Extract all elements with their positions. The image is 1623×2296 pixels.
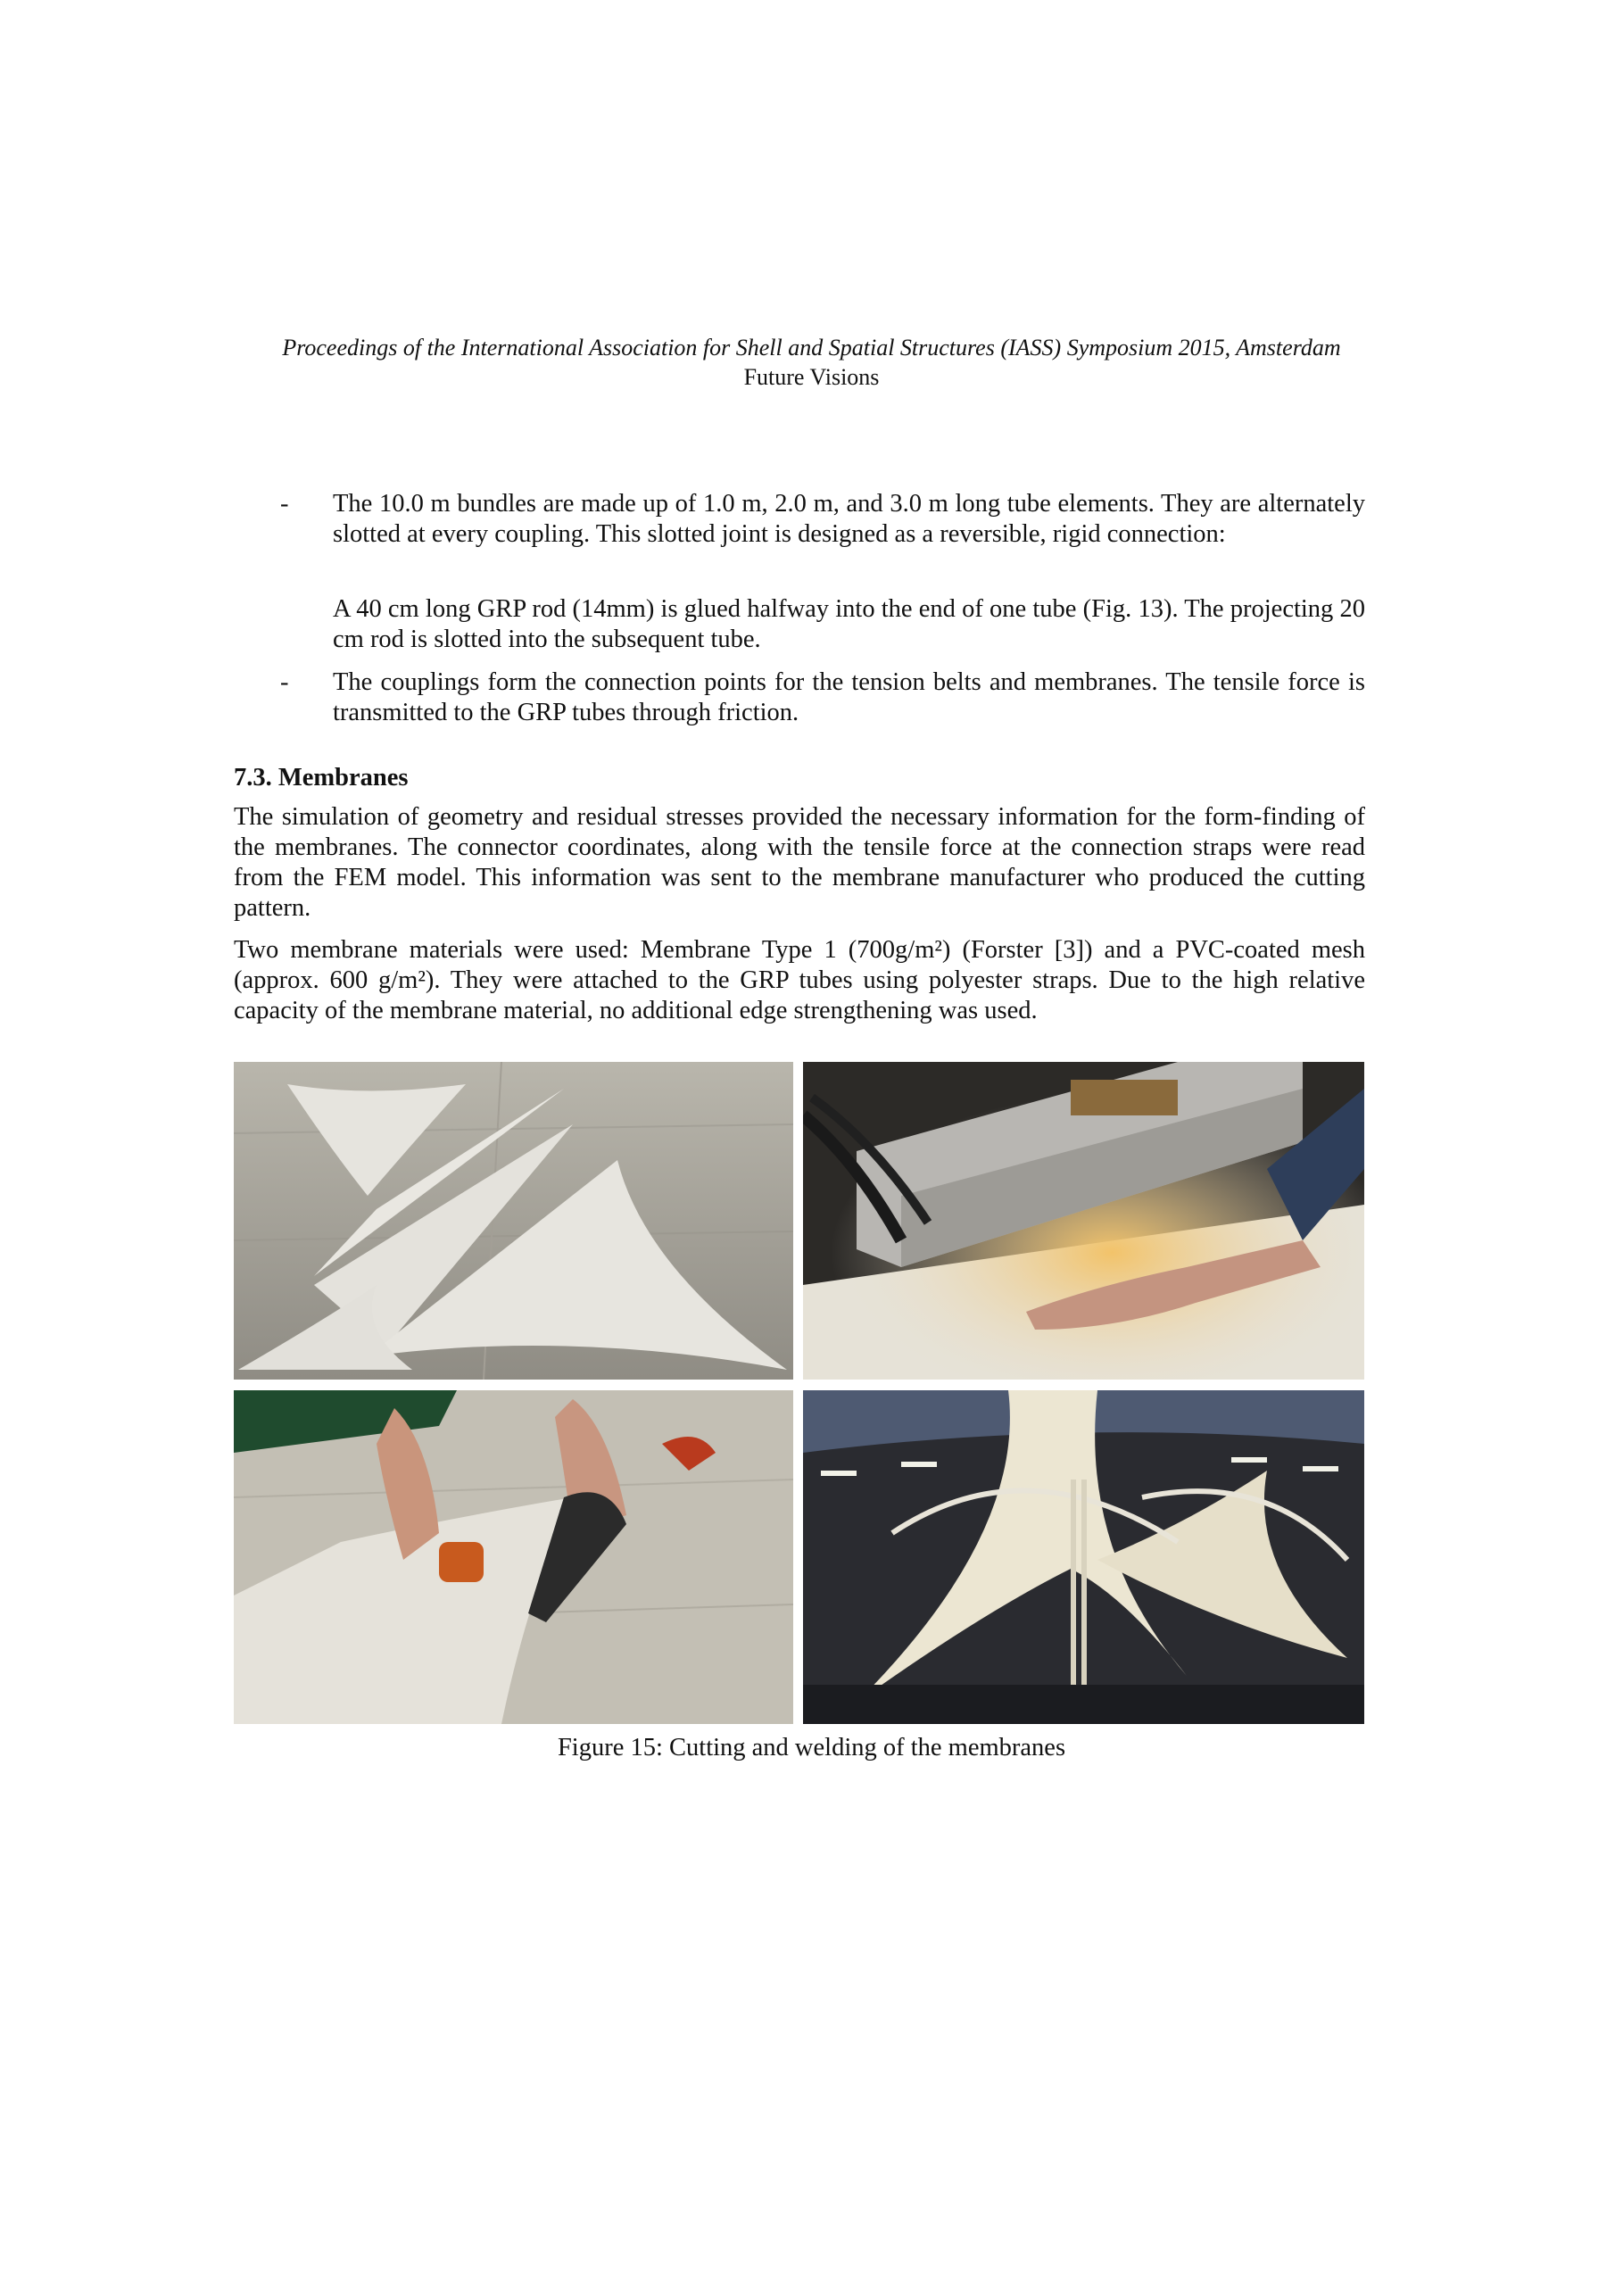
figure-caption: Figure 15: Cutting and welding of the membranes — [557, 1734, 1066, 1761]
bullet-continuation-text: A 40 cm long GRP rod (14mm) is glued halfway into the end of one tube (Fig. 13). The projecting 20 cm rod is slotted into the subsequent tube. — [333, 595, 1365, 653]
photo-tensile-structure — [803, 1390, 1364, 1724]
bullet-text: The 10.0 m bundles are made up of 1.0 m, 2.0 m, and 3.0 m long tube elements. They are alternately slotted at every coupling. This slotted joint is designed as a reversible, rigid connection: — [333, 490, 1365, 548]
header-proceedings: Proceedings of the International Association for Shell and Spatial Structures (IASS) Symposium 2015, Amsterdam — [282, 335, 1341, 361]
bullet-text: The couplings form the connection points for the tension belts and membranes. The tensile force is transmitted to the GRP tubes through friction. — [333, 668, 1365, 726]
photo-welding-machine — [803, 1062, 1364, 1380]
photo-manual-cutting — [234, 1390, 793, 1724]
bullet-dash: - — [280, 490, 289, 518]
bullet-dash: - — [280, 668, 289, 696]
running-header — [0, 333, 1623, 392]
paragraph: The simulation of geometry and residual stresses provided the necessary information for the form-finding of the membranes. The connector coordinates, along with the tensile force at the connection straps were read from the FEM model. This information was sent to the membrane manufacturer who produced the cutting pattern. — [234, 803, 1365, 922]
photo-membrane-cut-pieces — [234, 1062, 793, 1380]
paragraph: Two membrane materials were used: Membrane Type 1 (700g/m²) (Forster [3]) and a PVC-coated mesh (approx. 600 g/m²). They were attached to the GRP tubes using polyester straps. Due to the high relative capacity of the membrane material, no additional edge strengthening was used. — [234, 936, 1365, 1024]
section-heading: 7.3. Membranes — [234, 764, 409, 792]
header-subtitle: Future Visions — [743, 364, 880, 390]
